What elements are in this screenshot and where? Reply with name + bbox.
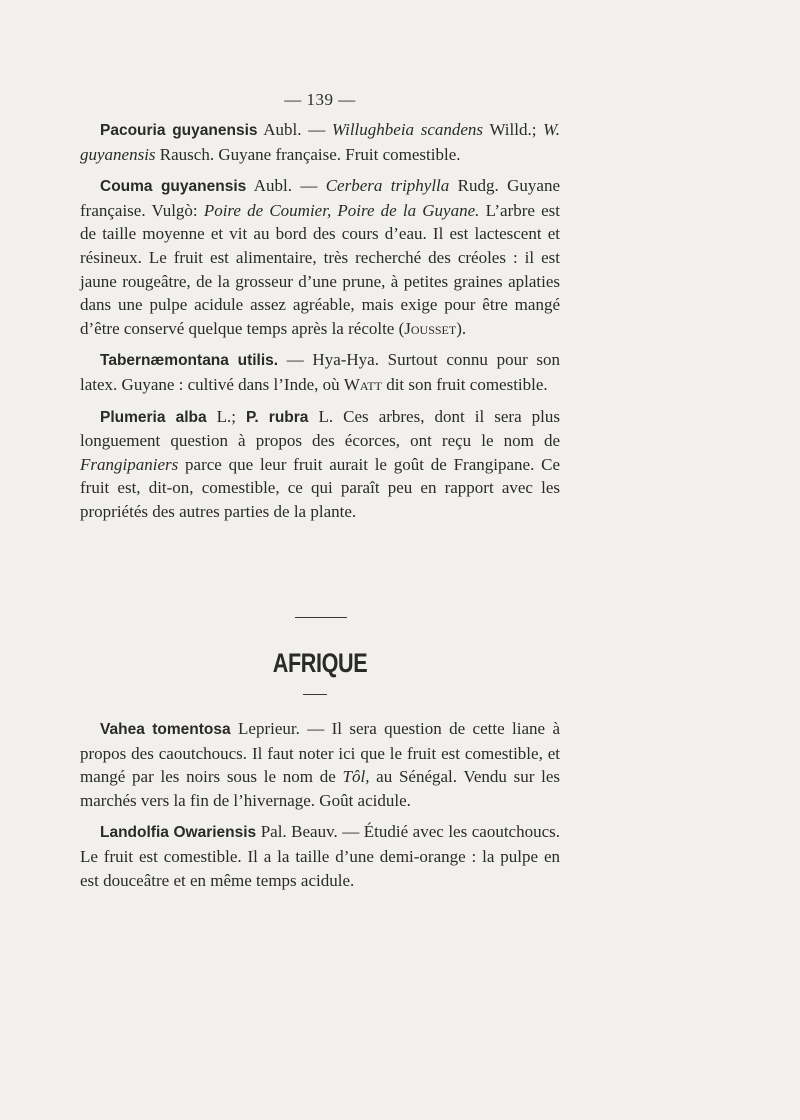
species-name: Landolfia Owariensis — [100, 824, 257, 842]
divider-rule — [303, 694, 327, 695]
entry-plumeria: Plumeria alba L.; P. rubra L. Ces arbres, dont il sera plus longuement question à propos des écorces, ont reçu le nom de Frangipaniers parce que leur fruit aurait le goût de Frangipane. Ce fruit est, dit-on, comestible, ce qui paraît peu en rapport avec les propriétés des autres parties de la plante. — [80, 406, 561, 521]
divider-rule — [295, 617, 347, 618]
page-number: — 139 — — [284, 90, 356, 109]
entry-pacouria: Pacouria guyanensis Aubl. — Willughbeia scandens Willd.; W. guyanensis Rausch. Guyane française. Fruit comestible. — [80, 120, 560, 164]
entries-top — [80, 118, 560, 524]
species-name: Vahea tomentosa — [100, 721, 231, 738]
species-name: Tabernæmontana utilis. — [100, 352, 279, 370]
author-reference: Watt — [343, 374, 382, 394]
entry-landolfia: Landolfia Owariensis Pal. Beauv. — Étudié avec les caoutchoucs. Le fruit est comestible. Il a la taille d’une demi-orange : la pulpe en est douceâtre et en même temps acidule. — [80, 822, 560, 890]
entries-bottom — [80, 717, 560, 892]
entry-vahea: Vahea tomentosa Leprieur. — Il sera question de cette liane à propos des caoutchoucs. Il faut noter ici que le fruit est comestible, et mangé par les noirs sous le nom de Tôl, au Sénégal. Vendu sur les marchés vers la fin de l’hivernage. Goût acidule. — [80, 719, 560, 810]
author-reference: Jousset — [404, 318, 457, 338]
species-name: P. rubra — [246, 408, 309, 426]
species-name: Plumeria alba — [100, 408, 207, 426]
species-name: Pacouria guyanensis — [100, 122, 258, 139]
species-name: Couma guyanensis — [100, 178, 247, 196]
section-heading: AFRIQUE — [272, 648, 368, 678]
entry-couma: Couma guyanensis Aubl. — Cerbera triphylla Rudg. Guyane française. Vulgò: Poire de Coumier, Poire de la Guyane. L’arbre est de taille moyenne et vit au bord des cours d’eau. Il est lactescent et résineux. Le fruit est alimentaire, très recherché des créoles : il est jaune rougeâtre, de la grosseur d’une prune, à petites graines aplaties dans une pulpe acidule assez agréable, mais exige pour être mangé d’être conservé quelque temps après la récolte (Jousset). — [80, 176, 561, 338]
entry-tabernaemontana: Tabernæmontana utilis. — Hya-Hya. Surtout connu pour son latex. Guyane : cultivé dans l’Inde, où Watt dit son fruit comestible. — [80, 350, 560, 394]
